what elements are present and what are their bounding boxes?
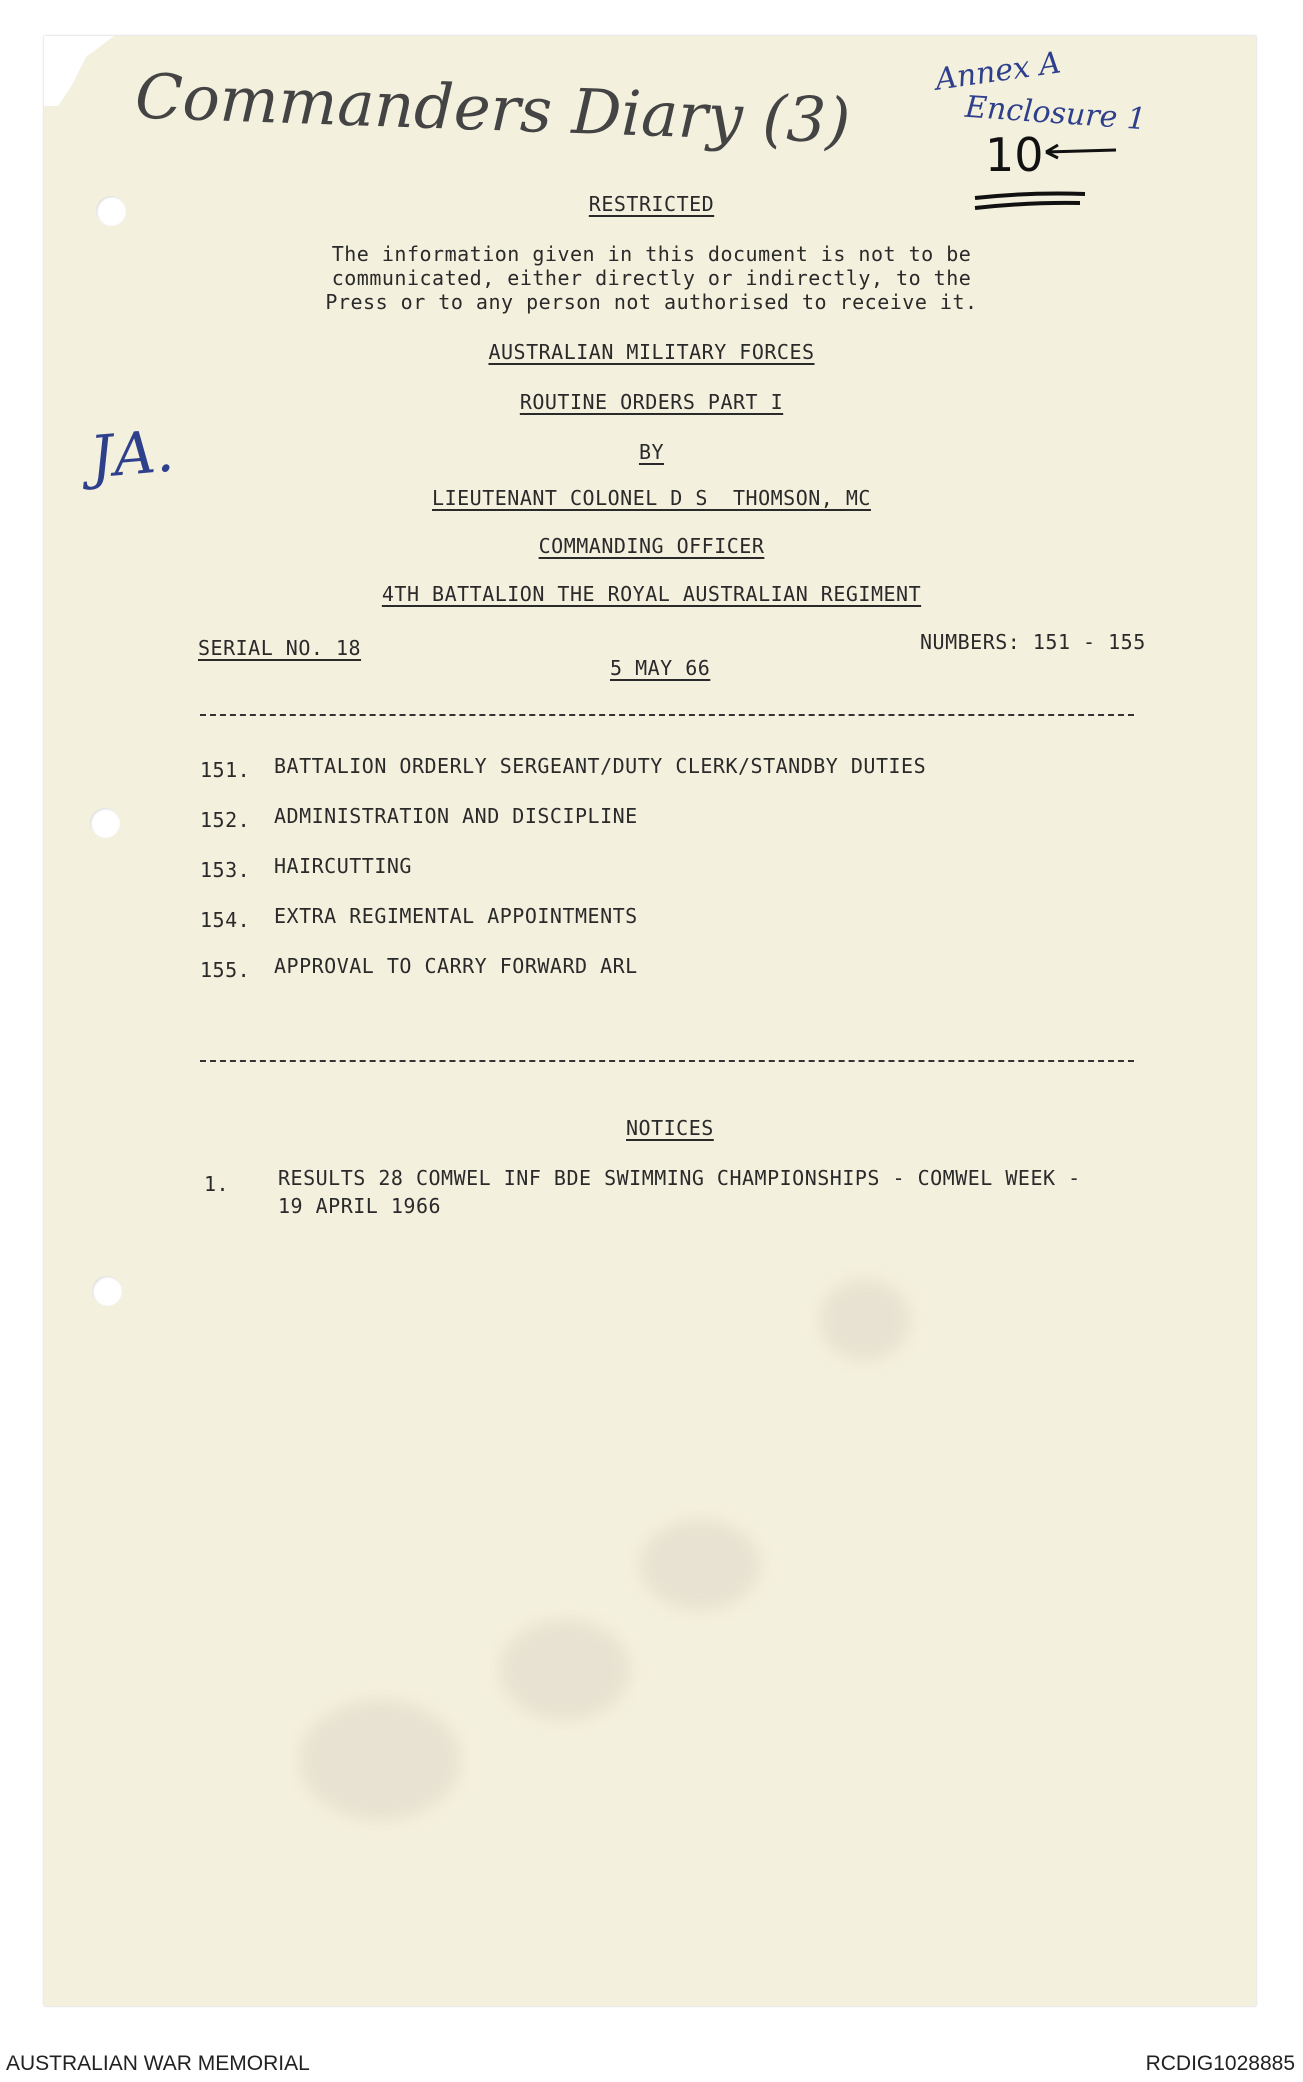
stain: [820, 1280, 910, 1360]
officer-name: LIEUTENANT COLONEL D S THOMSON, MC: [432, 486, 871, 510]
notice-line-1: The information given in this document is not to be: [331, 242, 972, 266]
arrow-icon: [1040, 142, 1120, 162]
order-title: ADMINISTRATION AND DISCIPLINE: [274, 804, 638, 828]
notice-title-continued: 19 APRIL 1966: [278, 1194, 442, 1218]
punch-hole: [92, 1276, 122, 1306]
order-number: 151.: [200, 758, 251, 782]
document-date: 5 MAY 66: [610, 656, 711, 680]
document-page: [44, 36, 1256, 2006]
serial-number: SERIAL NO. 18: [198, 636, 362, 660]
document-type-heading: ROUTINE ORDERS PART I: [519, 390, 784, 414]
order-title: APPROVAL TO CARRY FORWARD ARL: [274, 954, 638, 978]
order-number: 154.: [200, 908, 251, 932]
order-title: EXTRA REGIMENTAL APPOINTMENTS: [274, 904, 638, 928]
order-numbers: NUMBERS: 151 - 155: [920, 630, 1146, 654]
notice-line-3: Press or to any person not authorised to receive it.: [325, 290, 978, 314]
order-number: 152.: [200, 808, 251, 832]
notices-heading: NOTICES: [626, 1116, 714, 1140]
handwritten-title: Commanders Diary (3): [133, 59, 852, 158]
order-title: HAIRCUTTING: [274, 854, 412, 878]
stain: [640, 1520, 760, 1610]
notice-number: 1.: [204, 1172, 230, 1196]
handwritten-enclosure: Enclosure 1: [963, 89, 1148, 138]
unit-name: 4TH BATTALION THE ROYAL AUSTRALIAN REGIMENT: [381, 582, 922, 606]
by-label: BY: [638, 440, 665, 464]
divider: [200, 1060, 1134, 1062]
organisation-heading: AUSTRALIAN MILITARY FORCES: [488, 340, 815, 364]
handwritten-annex: Annex A: [933, 45, 1064, 98]
notice-line-2: communicated, either directly or indirectly, to the: [331, 266, 972, 290]
archive-footer-right: RCDIG1028885: [1145, 2052, 1295, 2075]
order-title: BATTALION ORDERLY SERGEANT/DUTY CLERK/STANDBY DUTIES: [274, 754, 927, 778]
divider: [200, 714, 1134, 716]
punch-hole: [90, 808, 120, 838]
stain: [300, 1700, 460, 1820]
classification-label: RESTRICTED: [588, 192, 715, 216]
order-number: 155.: [200, 958, 251, 982]
handwritten-page-number: 10: [985, 128, 1044, 182]
notice-title: RESULTS 28 COMWEL INF BDE SWIMMING CHAMPIONSHIPS - COMWEL WEEK -: [278, 1166, 1081, 1190]
archive-footer-left: AUSTRALIAN WAR MEMORIAL: [6, 2052, 310, 2075]
officer-role: COMMANDING OFFICER: [538, 534, 765, 558]
order-number: 153.: [200, 858, 251, 882]
handwritten-initials: JA.: [87, 416, 177, 492]
stain: [500, 1620, 630, 1720]
